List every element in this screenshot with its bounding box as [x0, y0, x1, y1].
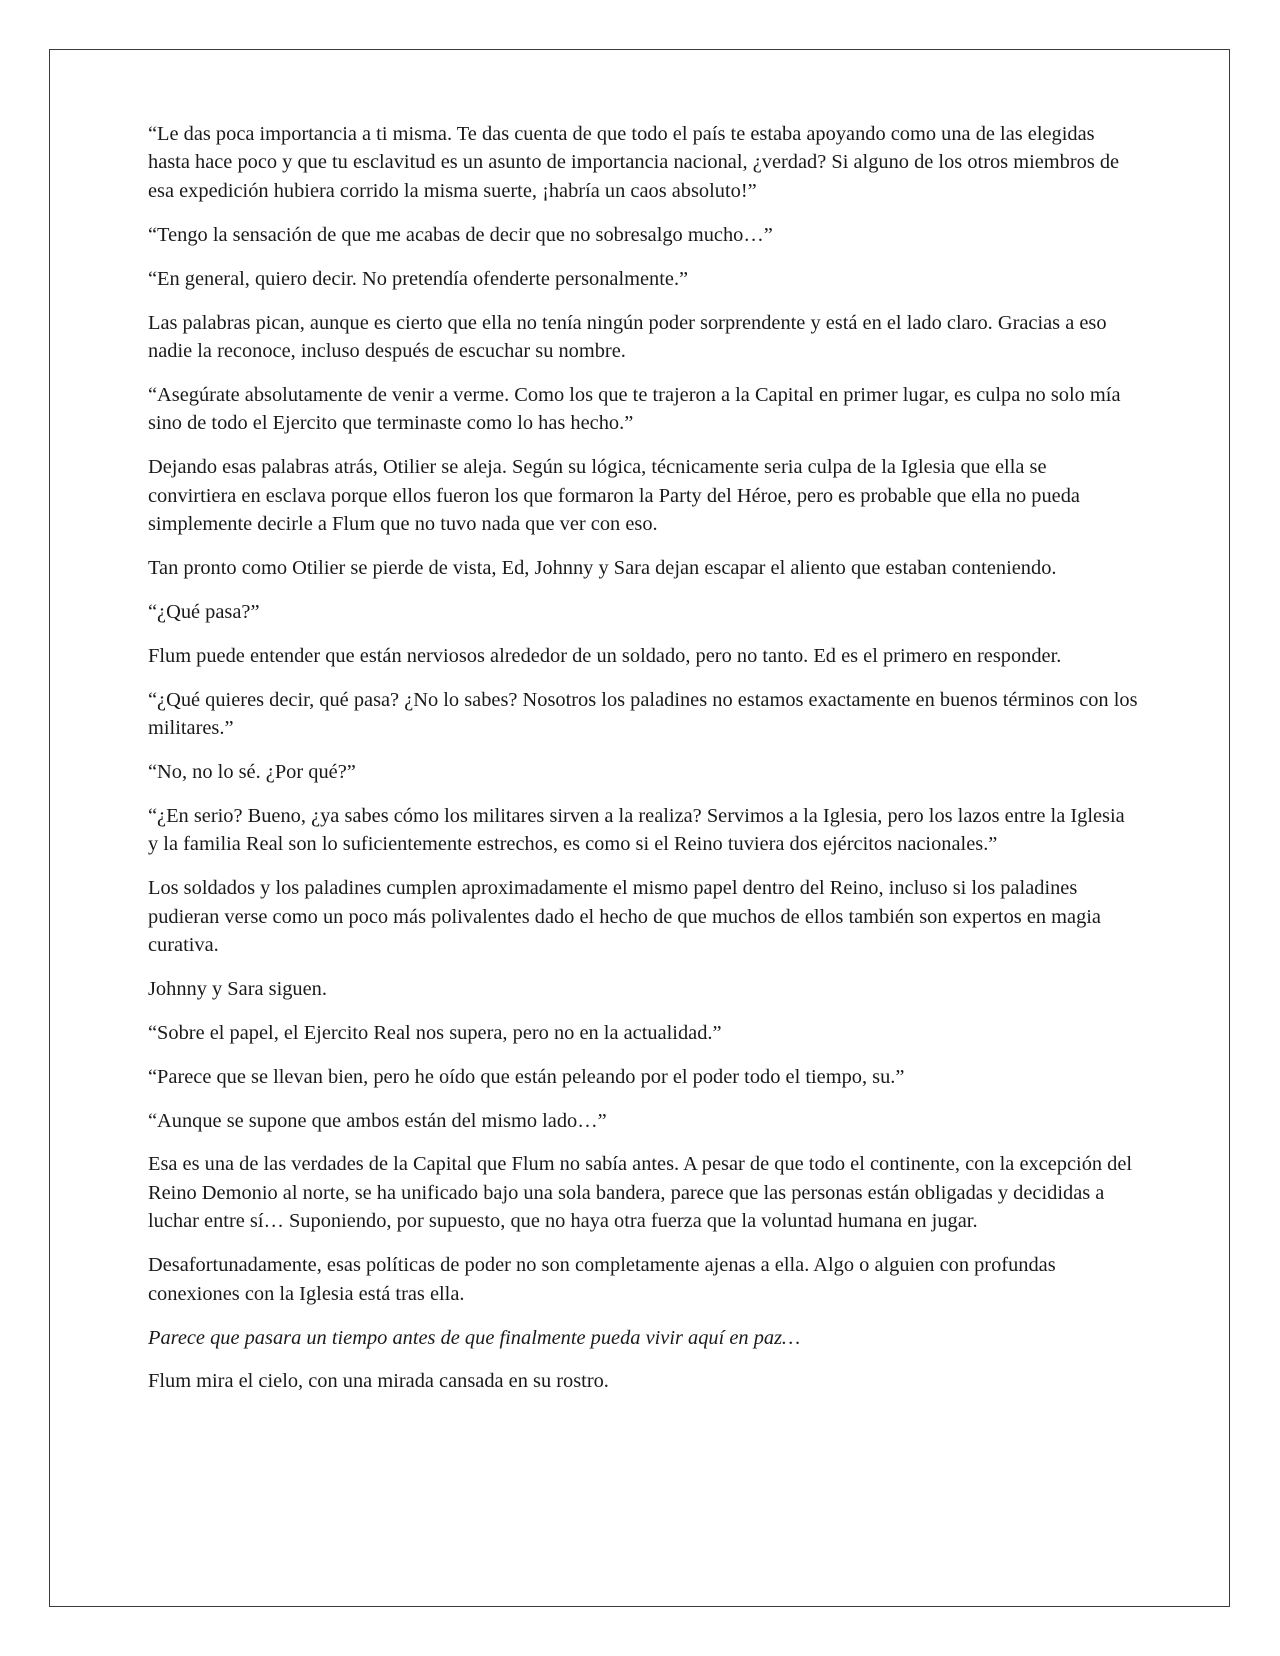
- paragraph-10: “¿Qué quieres decir, qué pasa? ¿No lo sabes? Nosotros los paladines no estamos exactamente en buenos términos con los militares.”: [148, 688, 1138, 739]
- paragraph-3: “En general, quiero decir. No pretendía ofenderte personalmente.”: [148, 267, 689, 290]
- paragraph-18: Esa es una de las verdades de la Capital que Flum no sabía antes. A pesar de que todo el continente, con la excepción del Reino Demonio al norte, se ha unificado bajo una sola bandera, parece que las personas están obligadas y decididas a luchar entre sí… Suponiendo, por supuesto, que no haya otra fuerza que la voluntad humana en jugar.: [148, 1153, 1133, 1233]
- paragraph-17: “Aunque se supone que ambos están del mismo lado…”: [148, 1109, 607, 1132]
- page-body: [148, 120, 1138, 1411]
- paragraph-11: “No, no lo sé. ¿Por qué?”: [148, 760, 356, 783]
- paragraph-6: Dejando esas palabras atrás, Otilier se aleja. Según su lógica, técnicamente seria culpa de la Iglesia que ella se convirtiera en esclava porque ellos fueron los que formaron la Party del Héroe, pero es probable que ella no pueda simplemente decirle a Flum que no tuvo nada que ver con eso.: [148, 456, 1080, 535]
- paragraph-20-inner-thought: Parece que pasara un tiempo antes de que finalmente pueda vivir aquí en paz…: [148, 1326, 801, 1349]
- paragraph-19: Desafortunadamente, esas políticas de poder no son completamente ajenas a ella. Algo o alguien con profundas conexiones con la Iglesia está tras ella.: [148, 1254, 1056, 1305]
- paragraph-21: Flum mira el cielo, con una mirada cansada en su rostro.: [148, 1370, 609, 1393]
- paragraph-2: “Tengo la sensación de que me acabas de decir que no sobresalgo mucho…”: [148, 223, 773, 246]
- paragraph-12: “¿En serio? Bueno, ¿ya sabes cómo los militares sirven a la realiza? Servimos a la Iglesia, pero los lazos entre la Iglesia y la familia Real son lo suficientemente estrechos, es como si el Reino tuviera dos ejércitos nacionales.”: [148, 804, 1125, 856]
- paragraph-14: Johnny y Sara siguen.: [148, 977, 327, 1000]
- paragraph-1: “Le das poca importancia a ti misma. Te das cuenta de que todo el país te estaba apoyando como una de las elegidas hasta hace poco y que tu esclavitud es un asunto de importancia nacional, ¿verdad? Si alguno de los otros miembros de esa expedición hubiera corrido la misma suerte, ¡habría un caos absoluto!”: [148, 123, 1120, 202]
- paragraph-5: “Asegúrate absolutamente de venir a verme. Como los que te trajeron a la Capital en primer lugar, es culpa no solo mía sino de todo el Ejercito que terminaste como lo has hecho.”: [148, 383, 1121, 435]
- paragraph-7: Tan pronto como Otilier se pierde de vista, Ed, Johnny y Sara dejan escapar el aliento que estaban conteniendo.: [148, 556, 1057, 579]
- paragraph-15: “Sobre el papel, el Ejercito Real nos supera, pero no en la actualidad.”: [148, 1021, 722, 1044]
- paragraph-13: Los soldados y los paladines cumplen aproximadamente el mismo papel dentro del Reino, incluso si los paladines pudieran verse como un poco más polivalentes dado el hecho de que muchos de ellos también son expertos en magia curativa.: [148, 877, 1101, 956]
- paragraph-16: “Parece que se llevan bien, pero he oído que están peleando por el poder todo el tiempo, su.”: [148, 1065, 905, 1088]
- paragraph-4: Las palabras pican, aunque es cierto que ella no tenía ningún poder sorprendente y está en el lado claro. Gracias a eso nadie la reconoce, incluso después de escuchar su nombre.: [148, 311, 1107, 362]
- paragraph-9: Flum puede entender que están nerviosos alrededor de un soldado, pero no tanto. Ed es el primero en responder.: [148, 644, 1062, 667]
- paragraph-8: “¿Qué pasa?”: [148, 600, 260, 623]
